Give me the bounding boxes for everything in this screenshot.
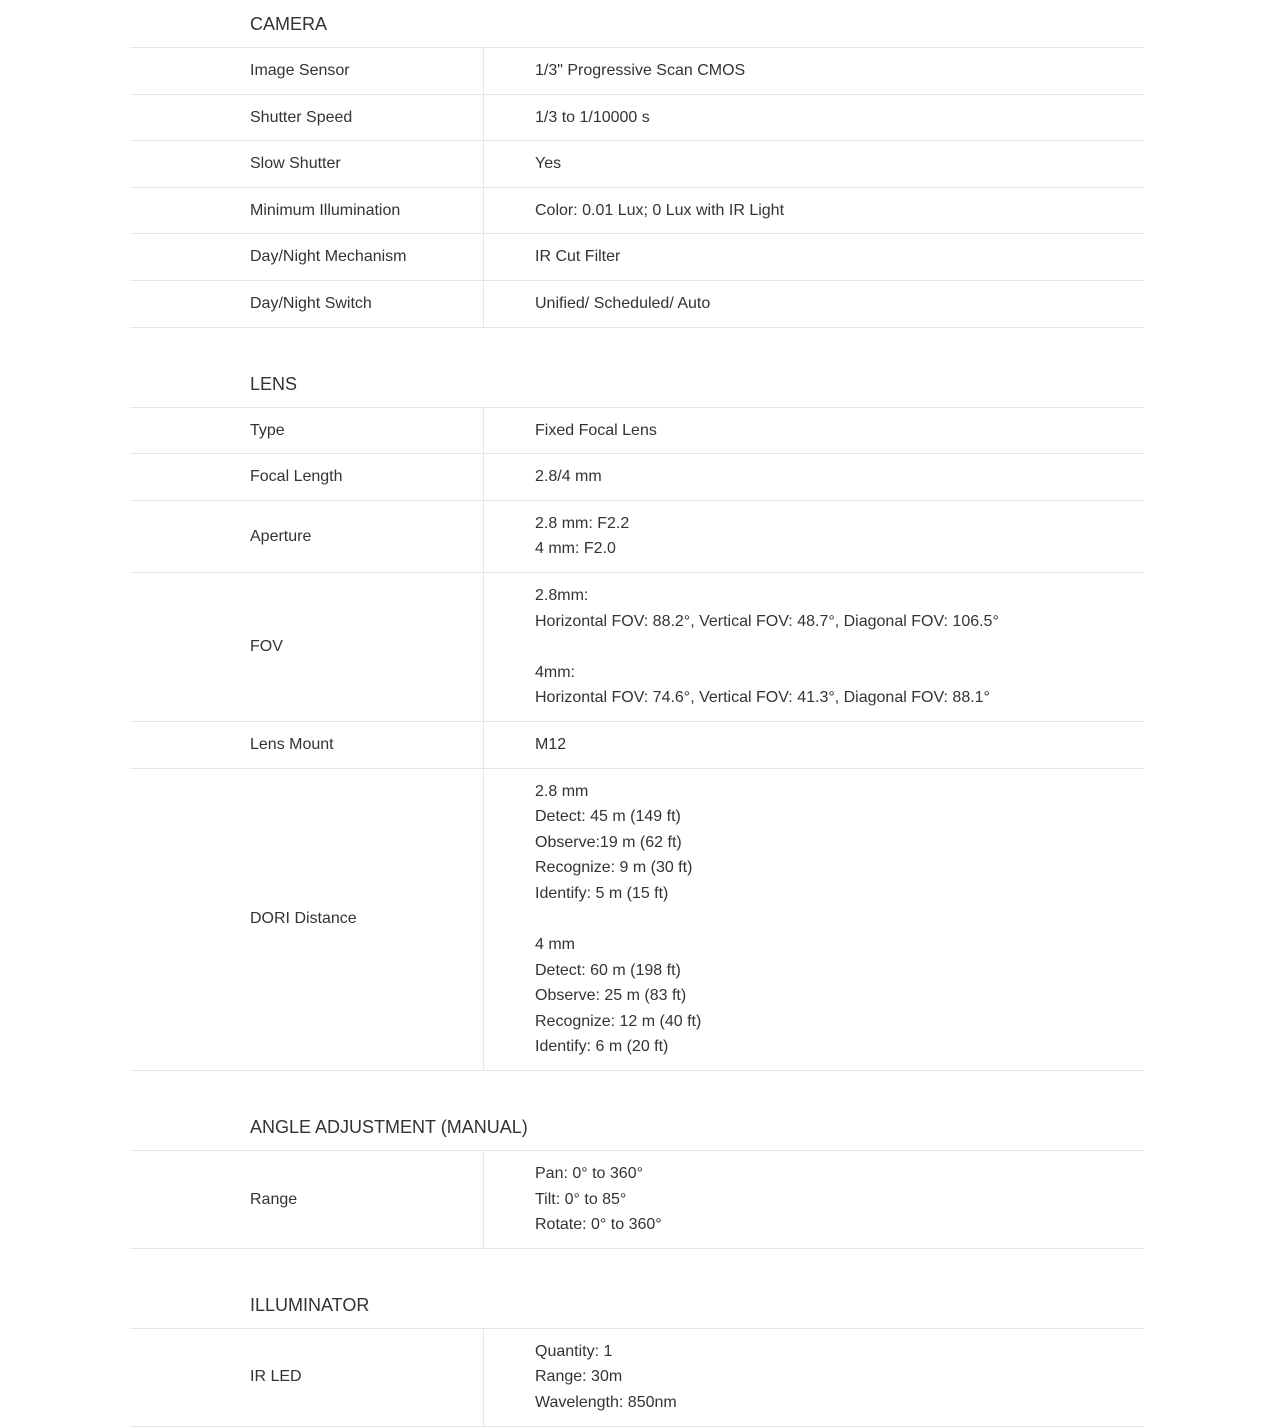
spec-value-line: Identify: 5 m (15 ft) xyxy=(535,884,669,902)
spec-label: Slow Shutter xyxy=(130,141,484,187)
spec-table xyxy=(130,0,1144,1427)
spec-value-line: Yes xyxy=(535,155,562,173)
spec-value-line: Identify: 6 m (20 ft) xyxy=(535,1038,669,1056)
section-title: ANGLE ADJUSTMENT (MANUAL) xyxy=(130,1103,1144,1151)
spec-value xyxy=(484,769,1144,1071)
spec-label: IR LED xyxy=(130,1329,484,1426)
spec-value-line: Tilt: 0° to 85° xyxy=(535,1190,627,1208)
spec-row-image-sensor xyxy=(130,48,1144,95)
spec-value xyxy=(484,573,1144,721)
section-title: ILLUMINATOR xyxy=(130,1281,1144,1329)
spec-value-line: Rotate: 0° to 360° xyxy=(535,1216,662,1234)
spec-value-line xyxy=(535,906,1144,932)
spec-row-shutter-speed xyxy=(130,95,1144,142)
spec-row-slow-shutter xyxy=(130,141,1144,188)
spec-value-line: Pan: 0° to 360° xyxy=(535,1165,643,1183)
spec-row-day-night-mechanism xyxy=(130,234,1144,281)
spec-label: FOV xyxy=(130,573,484,721)
spec-value xyxy=(484,234,1144,280)
spec-value-line: Unified/ Scheduled/ Auto xyxy=(535,294,711,312)
spec-value-line: 2.8 mm: F2.2 xyxy=(535,514,630,532)
spec-label: Minimum Illumination xyxy=(130,188,484,234)
spec-value-line: Recognize: 9 m (30 ft) xyxy=(535,859,693,877)
spec-row-aperture xyxy=(130,501,1144,573)
spec-value-line: 2.8 mm xyxy=(535,782,589,800)
spec-value-line: Detect: 45 m (149 ft) xyxy=(535,808,681,826)
spec-label: Day/Night Mechanism xyxy=(130,234,484,280)
spec-value-line: Recognize: 12 m (40 ft) xyxy=(535,1012,702,1030)
spec-value-line: Horizontal FOV: 74.6°, Vertical FOV: 41.3°, Diagonal FOV: 88.1° xyxy=(535,689,990,707)
spec-value-line: M12 xyxy=(535,735,567,753)
spec-label: Type xyxy=(130,408,484,454)
spec-value xyxy=(484,501,1144,572)
spec-value xyxy=(484,408,1144,454)
spec-value-line: 4 mm: F2.0 xyxy=(535,540,616,558)
spec-row-range xyxy=(130,1151,1144,1249)
spec-label: Range xyxy=(130,1151,484,1248)
spec-value-line: IR Cut Filter xyxy=(535,248,621,266)
spec-value-line: 2.8/4 mm xyxy=(535,468,602,486)
spec-label: Shutter Speed xyxy=(130,95,484,141)
spec-value xyxy=(484,281,1144,327)
spec-row-day-night-switch xyxy=(130,281,1144,328)
spec-value-line: Range: 30m xyxy=(535,1368,623,1386)
spec-value xyxy=(484,95,1144,141)
spec-value-line: Observe: 25 m (83 ft) xyxy=(535,987,687,1005)
spec-value xyxy=(484,141,1144,187)
spec-value xyxy=(484,1329,1144,1426)
spec-value-line: Horizontal FOV: 88.2°, Vertical FOV: 48.7°, Diagonal FOV: 106.5° xyxy=(535,612,999,630)
spec-value-line: 2.8mm: xyxy=(535,586,589,604)
spec-value-line: Fixed Focal Lens xyxy=(535,421,657,439)
spec-value-line: 1/3" Progressive Scan CMOS xyxy=(535,62,746,79)
spec-row-type xyxy=(130,408,1144,455)
spec-value xyxy=(484,722,1144,768)
spec-value-line: Color: 0.01 Lux; 0 Lux with IR Light xyxy=(535,201,785,219)
section-lens xyxy=(130,360,1144,1071)
spec-value-line: Observe:19 m (62 ft) xyxy=(535,833,682,851)
spec-value xyxy=(484,454,1144,500)
section-camera xyxy=(130,0,1144,328)
spec-value-line: 1/3 to 1/10000 s xyxy=(535,108,650,126)
spec-label: Image Sensor xyxy=(130,48,484,94)
spec-row-fov xyxy=(130,573,1144,722)
spec-label: DORI Distance xyxy=(130,769,484,1071)
spec-value-line xyxy=(535,634,1144,660)
section-illuminator xyxy=(130,1281,1144,1427)
spec-row-minimum-illumination xyxy=(130,188,1144,235)
spec-row-dori-distance xyxy=(130,769,1144,1072)
spec-value-line: Wavelength: 850nm xyxy=(535,1394,677,1411)
spec-label: Aperture xyxy=(130,501,484,572)
spec-value-line: 4 mm xyxy=(535,936,575,954)
spec-label: Day/Night Switch xyxy=(130,281,484,327)
spec-row-focal-length xyxy=(130,454,1144,501)
spec-label: Focal Length xyxy=(130,454,484,500)
spec-label: Lens Mount xyxy=(130,722,484,768)
spec-value xyxy=(484,48,1144,94)
spec-row-lens-mount xyxy=(130,722,1144,769)
section-angle-adjustment xyxy=(130,1103,1144,1249)
spec-row-ir-led xyxy=(130,1329,1144,1427)
spec-value xyxy=(484,188,1144,234)
spec-value xyxy=(484,1151,1144,1248)
section-title: LENS xyxy=(130,360,1144,408)
spec-value-line: Quantity: 1 xyxy=(535,1342,613,1360)
section-title: CAMERA xyxy=(130,0,1144,48)
spec-value-line: 4mm: xyxy=(535,663,575,681)
spec-value-line: Detect: 60 m (198 ft) xyxy=(535,961,681,979)
